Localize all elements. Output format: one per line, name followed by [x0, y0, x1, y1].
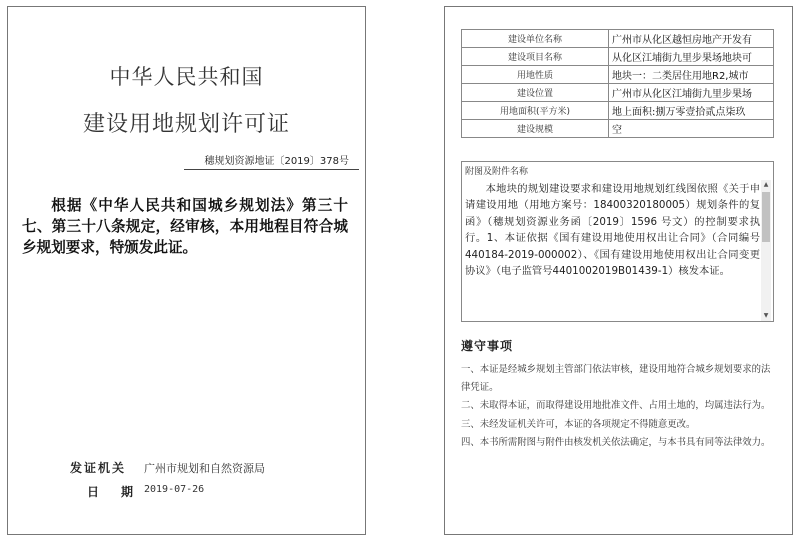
table-key: 建设规模 — [462, 120, 609, 138]
table-row — [462, 120, 774, 138]
note-item: 二、未取得本证，而取得建设用地批准文件、占用土地的，均属违法行为。 — [461, 400, 771, 412]
divider-line — [184, 169, 359, 170]
table-key: 建设位置 — [462, 84, 609, 102]
date-label-char-1: 日 — [87, 485, 100, 499]
table-row — [462, 30, 774, 48]
attachments-scrollbar[interactable] — [761, 180, 771, 321]
table-value: 广州市从化区越恒房地产开发有 — [609, 30, 774, 48]
scroll-up-arrow-icon[interactable]: ▲ — [763, 181, 769, 188]
attachments-box[interactable] — [461, 161, 774, 322]
certificate-front-page — [7, 6, 366, 535]
certificate-title: 建设用地规划许可证 — [82, 112, 290, 137]
attachments-text: 本地块的规划建设要求和建设用地规划红线图依照《关于申请建设用地（用地方案号：18400320180005）规划条件的复函》（穗规划资源业务函〔2019〕1596 号文）的控制要求执行。1、本证依据《国有建设用地使用权出让合同》（合同编号440184-2019-000002）、《国有建设用地使用权出让合同变更协议》（电子监管号4401002019B01439-1）核发本证。 — [465, 183, 760, 278]
note-item: 三、未经发证机关许可，本证的各项规定不得随意更改。 — [461, 418, 696, 430]
certificate-back-page — [444, 6, 793, 535]
table-row — [462, 66, 774, 84]
table-row — [462, 48, 774, 66]
legal-basis-text: 根据《中华人民共和国城乡规划法》第三十七、第三十八条规定，经审核，本用地程目符合城乡规划要求，特颁发此证。 — [22, 197, 348, 256]
date-value: 2019-07-26 — [144, 484, 205, 495]
notes-list — [461, 361, 779, 452]
table-value: 广州市从化区江埔街九里步果场 — [609, 84, 774, 102]
table-key: 用地面积(平方米) — [462, 102, 609, 120]
issuer-label: 发证机关 — [70, 461, 127, 475]
attachments-label: 附图及附件名称 — [465, 167, 529, 177]
issuer-value: 广州市规划和自然资源局 — [144, 462, 265, 475]
table-value: 空 — [609, 120, 774, 138]
project-info-table — [461, 29, 774, 138]
note-item: 一、本证是经城乡规划主管部门依法审核，建设用地符合城乡规划要求的法律凭证。 — [461, 364, 771, 394]
table-key: 建设单位名称 — [462, 30, 609, 48]
table-row — [462, 84, 774, 102]
table-value: 地块一：二类居住用地R2,城市 — [609, 66, 774, 84]
scroll-down-arrow-icon[interactable]: ▼ — [763, 312, 769, 319]
notes-title: 遵守事项 — [461, 339, 514, 353]
table-value: 从化区江埔街九里步果场地块可 — [609, 48, 774, 66]
table-key: 用地性质 — [462, 66, 609, 84]
certificate-number: 穗规划资源地证〔2019〕378号 — [204, 156, 349, 167]
table-row — [462, 102, 774, 120]
table-value: 地上面积:捌万零壹拾贰点柒玖 — [609, 102, 774, 120]
date-label-char-2: 期 — [121, 485, 134, 499]
scroll-thumb[interactable] — [762, 192, 770, 242]
note-item: 四、本书所需附图与附件由核发机关依法确定，与本书具有同等法律效力。 — [461, 436, 771, 448]
table-key: 建设项目名称 — [462, 48, 609, 66]
country-name: 中华人民共和国 — [109, 65, 264, 89]
